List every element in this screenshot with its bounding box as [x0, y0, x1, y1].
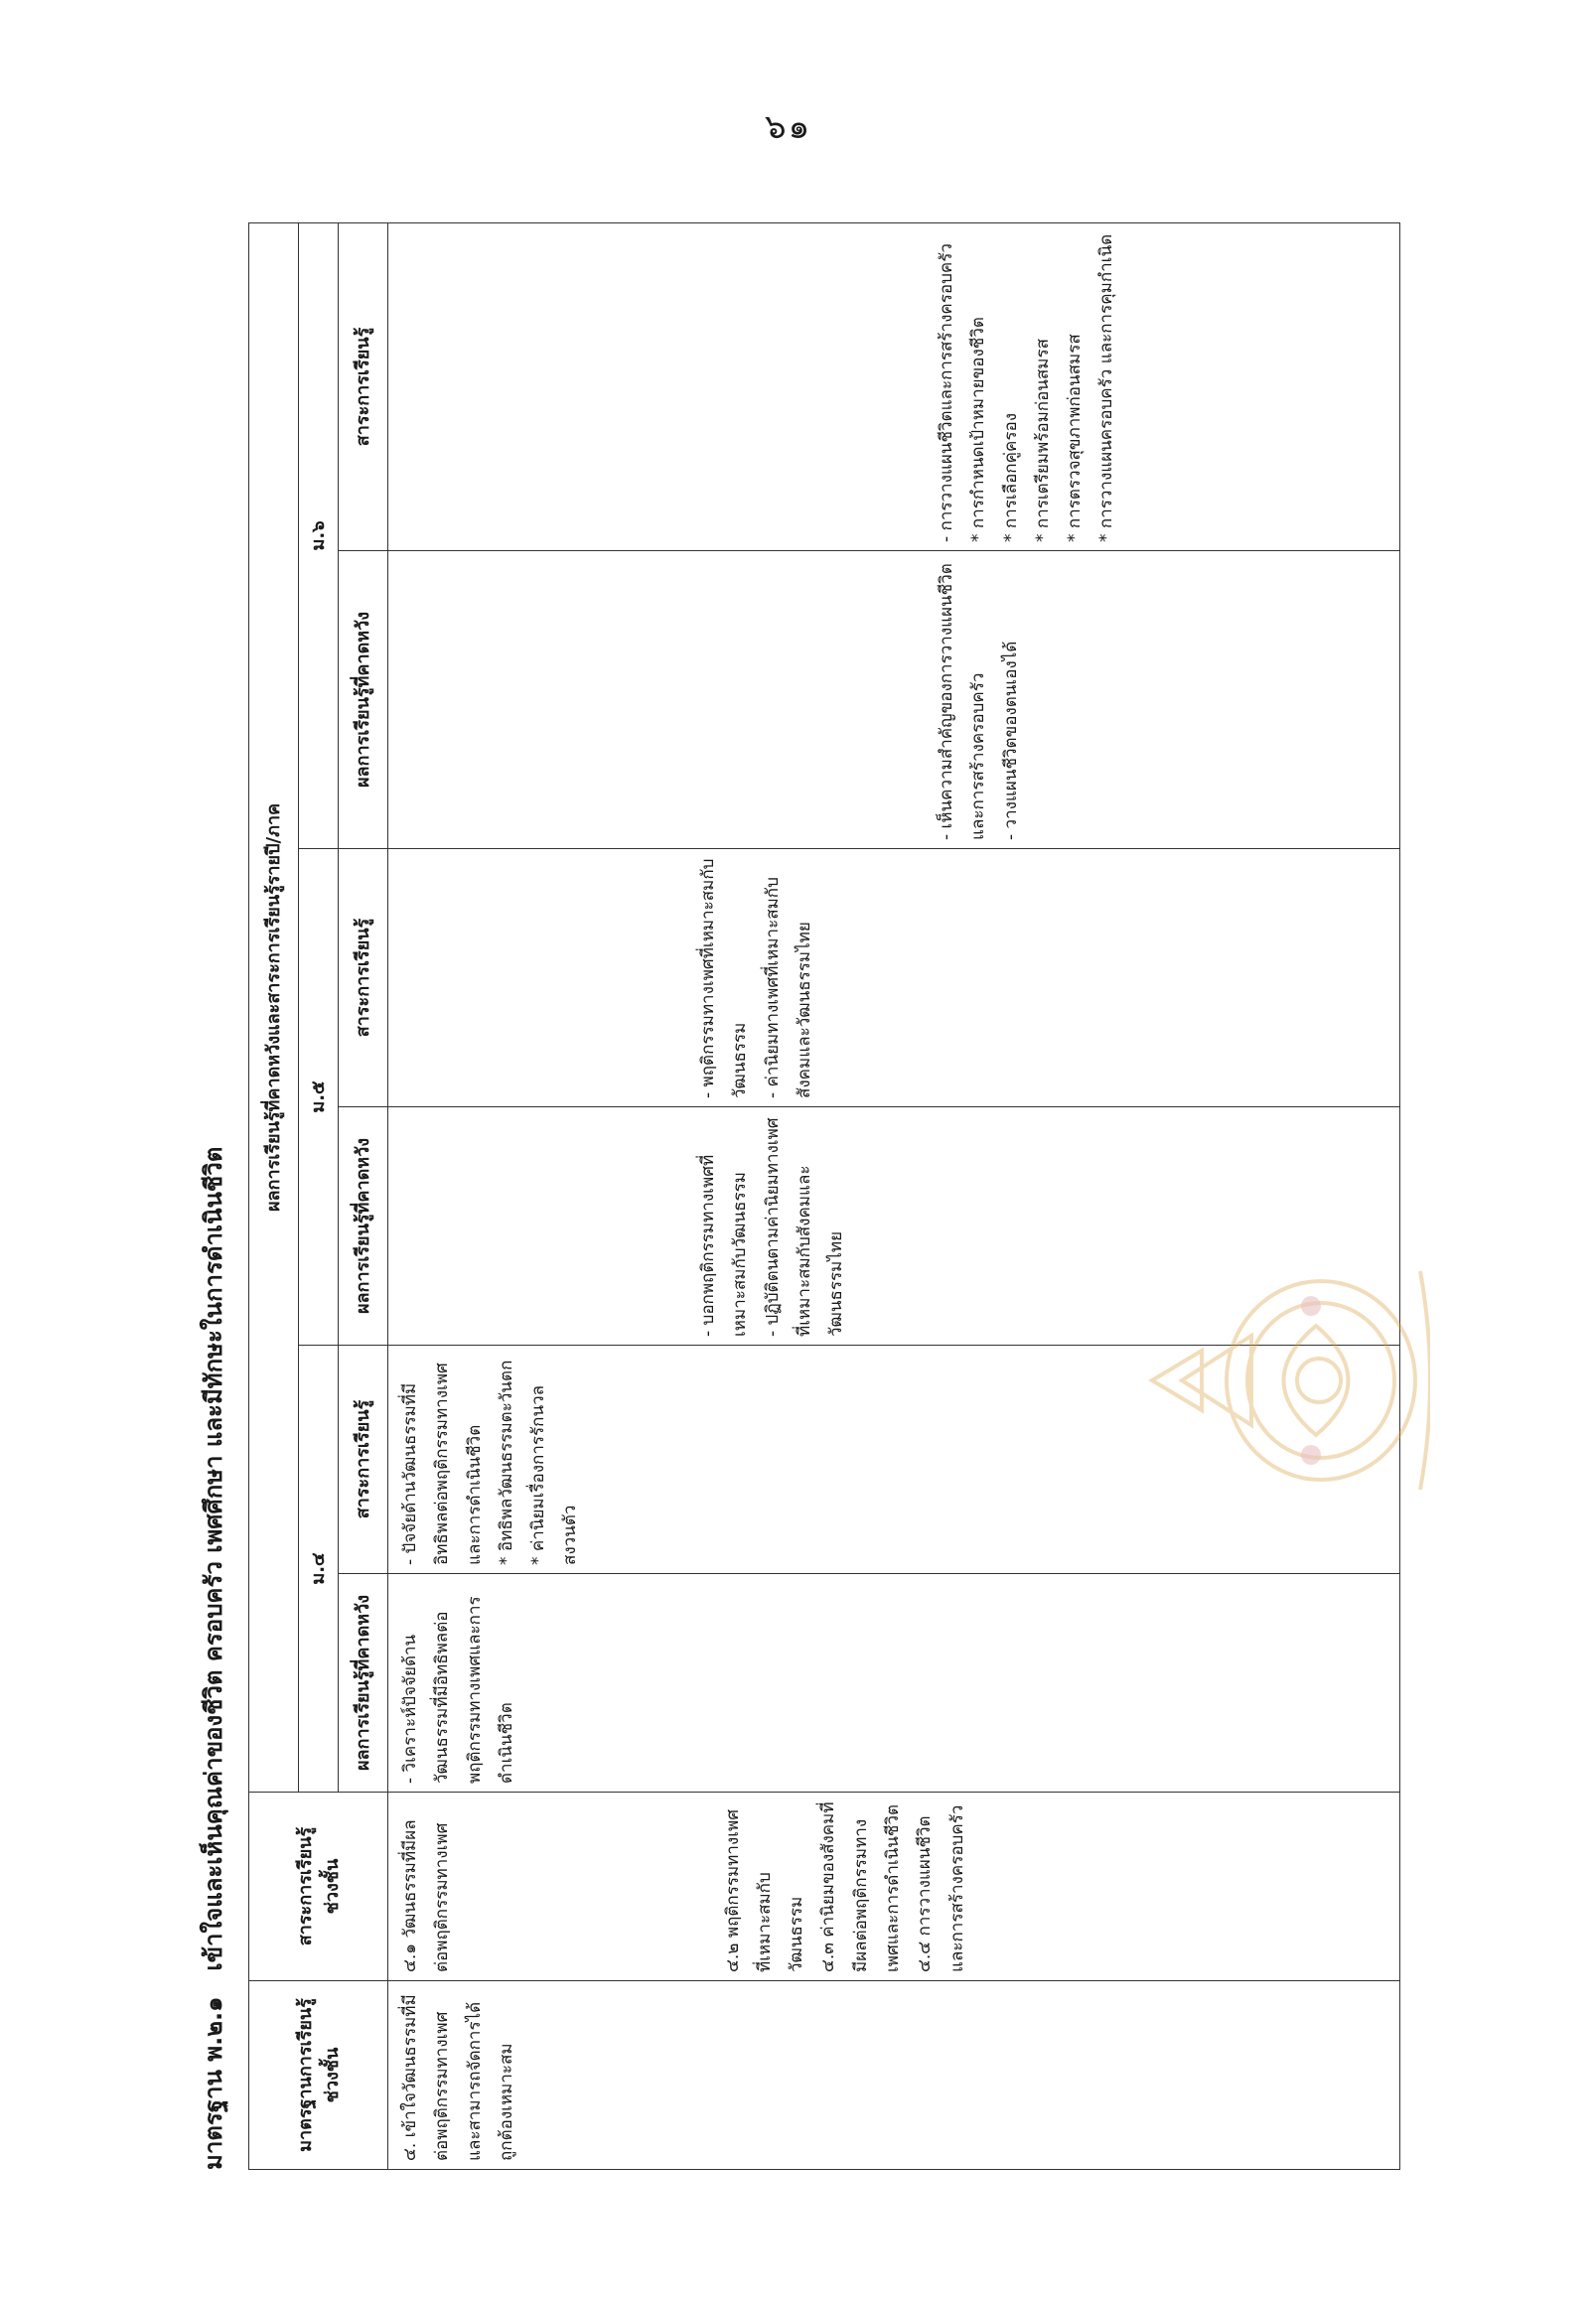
page-number: ๖๑ [765, 107, 812, 147]
m4-outcome-cell [388, 1574, 1400, 1793]
m6-outcome-text: - เห็นความสำคัญของการวางแผนชีวิตและการสร้างครอบครัว - วางแผนชีวิตของตนเองได้ [937, 563, 1021, 840]
standard-code: มาตรฐาน พ.๒.๑ [200, 1996, 227, 2170]
m4-content-text: - ปัจจัยด้านวัฒนธรรมที่มีอิทธิพลต่อพฤติกรรมทางเพศ และการดำเนินชีวิต * อิทธิพลวัฒนธรรมตะวันตก * ค่านิยมเรื่องการรักนวลสงวนตัว [400, 1360, 581, 1565]
curriculum-table [248, 222, 1400, 2170]
header-m6-content: สาระการเรียนรู้ [339, 222, 388, 550]
header-grade-m4: ม.๔ [299, 1346, 339, 1793]
standard-cell [388, 1981, 1400, 2170]
content-range-4-1: ๔.๑ วัฒนธรรมที่มีผลต่อพฤติกรรมทางเพศ [400, 1819, 453, 1972]
m6-content-cell [388, 222, 1400, 550]
m5-outcome-text: - บอกพฤติกรรมทางเพศที่เหมาะสมกับวัฒนธรรม - ปฏิบัติตนตามค่านิยมทางเพศที่เหมาะสมกับสังคมและวัฒนธรรมไทย [698, 1117, 847, 1337]
header-m5-content: สาระการเรียนรู้ [339, 849, 388, 1107]
header-m4-outcome: ผลการเรียนรู้ที่คาดหวัง [339, 1574, 388, 1793]
m5-content-cell [388, 849, 1400, 1107]
header-content-range: สาระการเรียนรู้ ช่วงชั้น [249, 1793, 388, 1981]
m6-content-text: - การวางแผนชีวิตและการสร้างครอบครัว * การกำหนดเป้าหมายของชีวิต * การเลือกคู่ครอง * การเตรียมพร้อมก่อนสมรส * การตรวจสุขภาพก่อนสมรส * การวางแผนครอบครัว และการคุมกำเนิด [937, 233, 1117, 542]
header-m6-outcome: ผลการเรียนรู้ที่คาดหวัง [339, 551, 388, 849]
m6-outcome-cell [388, 551, 1400, 849]
header-m4-content: สาระการเรียนรู้ [339, 1346, 388, 1574]
m4-outcome-text: - วิเคราะห์ปัจจัยด้านวัฒนธรรมที่มีอิทธิพลต่อพฤติกรรมทางเพศและการดำเนินชีวิต [400, 1596, 516, 1784]
header-m5-outcome: ผลการเรียนรู้ที่คาดหวัง [339, 1107, 388, 1346]
header-yearly-group: ผลการเรียนรู้ที่คาดหวังและสาระการเรียนรู้รายปี/ภาค [249, 222, 299, 1792]
standard-4-text: ๔. เข้าใจวัฒนธรรมที่มีต่อพฤติกรรมทางเพศ และสามารถจัดการได้ถูกต้องเหมาะสม [400, 1994, 516, 2161]
rotated-content [179, 223, 1400, 2170]
content-range-cell [388, 1793, 1400, 1981]
header-standard: มาตรฐานการเรียนรู้ ช่วงชั้น [249, 1981, 388, 2170]
header-grade-m6: ม.๖ [299, 222, 339, 848]
m5-content-text: - พฤติกรรมทางเพศที่เหมาะสมกับวัฒนธรรม - ค่านิยมทางเพศที่เหมาะสมกับสังคมและวัฒนธรรมไทย [698, 858, 814, 1098]
department-emblem-icon [1142, 1251, 1430, 1510]
content-range-4-2-4-4: ๔.๒ พฤติกรรมทางเพศที่เหมาะสมกับวัฒนธรรม ๔.๓ ค่านิยมของสังคมที่มีผลต่อพฤติกรรมทางเพศและการดำเนินชีวิต ๔.๔ การวางแผนชีวิตและการสร้างครอบครัว [722, 1801, 967, 1972]
page-heading [179, 223, 248, 2170]
header-grade-m5: ม.๕ [299, 849, 339, 1346]
standard-text: เข้าใจและเห็นคุณค่าของชีวิต ครอบครัว เพศศึกษา และมีทักษะในการดำเนินชีวิต [200, 1146, 227, 1971]
